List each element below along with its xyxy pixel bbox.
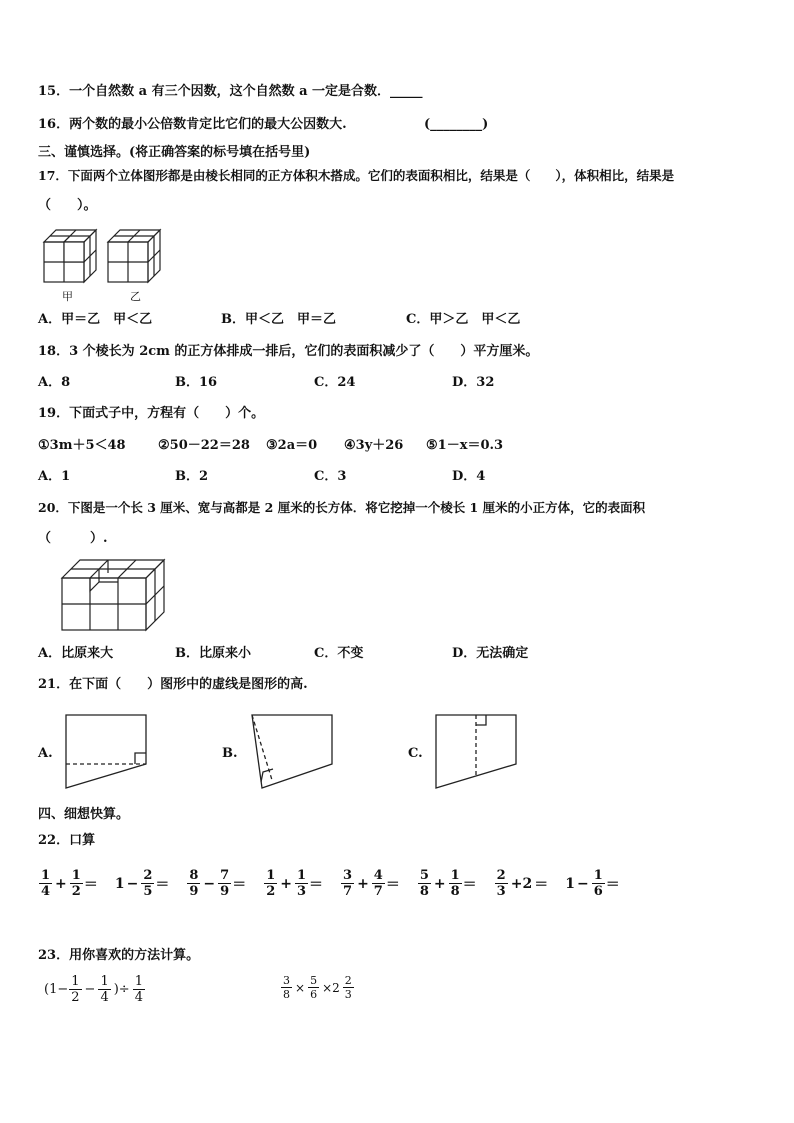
q19-item-1: ①3m＋5＜48 bbox=[38, 438, 126, 453]
q18-option-d[interactable]: D．32 bbox=[452, 375, 495, 390]
q19-item-2: ②50－22＝28 bbox=[158, 438, 250, 453]
section-4-heading: 四、细想快算。 bbox=[38, 807, 130, 822]
figure-label-jia: 甲 bbox=[62, 290, 73, 303]
q20-option-b[interactable]: B．比原来小 bbox=[175, 646, 251, 661]
q21-label-b[interactable]: B. bbox=[222, 746, 238, 761]
mental-item-8[interactable]: 1 − $\frac{1}{6}$ ＝ bbox=[565, 868, 620, 899]
answer-blank-16[interactable]: (________) bbox=[424, 117, 489, 132]
mental-item-7[interactable]: $\frac{2}{3}$ +2 ＝ bbox=[496, 868, 549, 899]
mental-item-1[interactable]: $\frac{1}{4}$ + $\frac{1}{2}$ ＝ bbox=[41, 868, 98, 899]
question-18: 18．3 个棱长为 2cm 的正方体排成一排后，它们的表面积减少了（ ）平方厘米。 bbox=[38, 344, 539, 359]
trapezoid-figure-a bbox=[62, 712, 152, 792]
mental-item-6[interactable]: $\frac{5}{8}$ + $\frac{1}{8}$ ＝ bbox=[419, 868, 477, 899]
trapezoid-figure-b bbox=[248, 712, 338, 792]
question-23: 23．用你喜欢的方法计算。 bbox=[38, 948, 200, 963]
figure-label-yi: 乙 bbox=[130, 290, 141, 303]
question-17-cont: （ ）。 bbox=[38, 198, 97, 213]
q17-option-b[interactable]: B．甲＜乙 甲＝乙 bbox=[221, 312, 336, 327]
q19-option-c[interactable]: C．3 bbox=[314, 469, 347, 484]
q19-option-d[interactable]: D．4 bbox=[452, 469, 486, 484]
question-22: 22．口算 bbox=[38, 833, 96, 848]
mental-item-5[interactable]: $\frac{3}{7}$ + $\frac{4}{7}$ ＝ bbox=[343, 868, 400, 899]
q18-option-c[interactable]: C．24 bbox=[314, 375, 356, 390]
q19-option-a[interactable]: A．1 bbox=[38, 469, 71, 484]
question-15: 15．一个自然数 a 有三个因数，这个自然数 a 一定是合数．_____ bbox=[38, 84, 423, 99]
cuboid-figure bbox=[58, 556, 178, 636]
q19-option-b[interactable]: B．2 bbox=[175, 469, 209, 484]
q17-option-c[interactable]: C．甲＞乙 甲＜乙 bbox=[406, 312, 521, 327]
question-20: 20．下图是一个长 3 厘米、宽与高都是 2 厘米的长方体．将它挖掉一个棱长 1 厘米的小正方体，它的表面积 bbox=[38, 500, 646, 515]
q18-option-b[interactable]: B．16 bbox=[175, 375, 218, 390]
question-19: 19．下面式子中，方程有（ ）个。 bbox=[38, 406, 265, 421]
q18-option-a[interactable]: A．8 bbox=[38, 375, 71, 390]
q20-option-d[interactable]: D．无法确定 bbox=[452, 646, 529, 661]
calc-expression-2[interactable]: $\frac{3}{8}$ × $\frac{5}{6}$ ×2 $\frac{2}{3}$ bbox=[283, 974, 352, 1001]
trapezoid-figure-c bbox=[432, 712, 522, 792]
q19-item-5: ⑤1－x＝0.3 bbox=[426, 438, 504, 453]
mental-item-3[interactable]: $\frac{8}{9}$ − $\frac{7}{9}$ ＝ bbox=[189, 868, 247, 899]
q20-option-a[interactable]: A．比原来大 bbox=[38, 646, 114, 661]
q19-item-3: ③2a＝0 bbox=[266, 438, 318, 453]
q19-item-4: ④3y＋26 bbox=[344, 438, 404, 453]
mental-math-row bbox=[38, 868, 637, 899]
q20-option-c[interactable]: C．不变 bbox=[314, 646, 364, 661]
mental-item-2[interactable]: 1 − $\frac{2}{5}$ ＝ bbox=[114, 868, 170, 899]
calc-expression-1[interactable]: (1− $\frac{1}{2}$ − $\frac{1}{4}$ )÷ $\frac{1}{4}$ bbox=[44, 974, 143, 1005]
question-16: 16．两个数的最小公倍数肯定比它们的最大公因数大. bbox=[38, 117, 347, 132]
section-3-heading: 三、谨慎选择。(将正确答案的标号填在括号里) bbox=[38, 145, 311, 160]
q21-label-a[interactable]: A. bbox=[38, 746, 53, 761]
question-17: 17．下面两个立体图形都是由棱长相同的正方体积木搭成。它们的表面积相比，结果是（ ），体积相比，结果是 bbox=[38, 168, 675, 183]
cube-figure-yi bbox=[104, 224, 184, 304]
q17-option-a[interactable]: A．甲＝乙 甲＜乙 bbox=[38, 312, 153, 327]
mental-item-4[interactable]: $\frac{1}{2}$ + $\frac{1}{3}$ ＝ bbox=[266, 868, 324, 899]
q21-label-c[interactable]: C. bbox=[408, 746, 423, 761]
question-21: 21．在下面（ ）图形中的虚线是图形的高. bbox=[38, 677, 308, 692]
question-20-cont: （ ）. bbox=[38, 531, 108, 546]
